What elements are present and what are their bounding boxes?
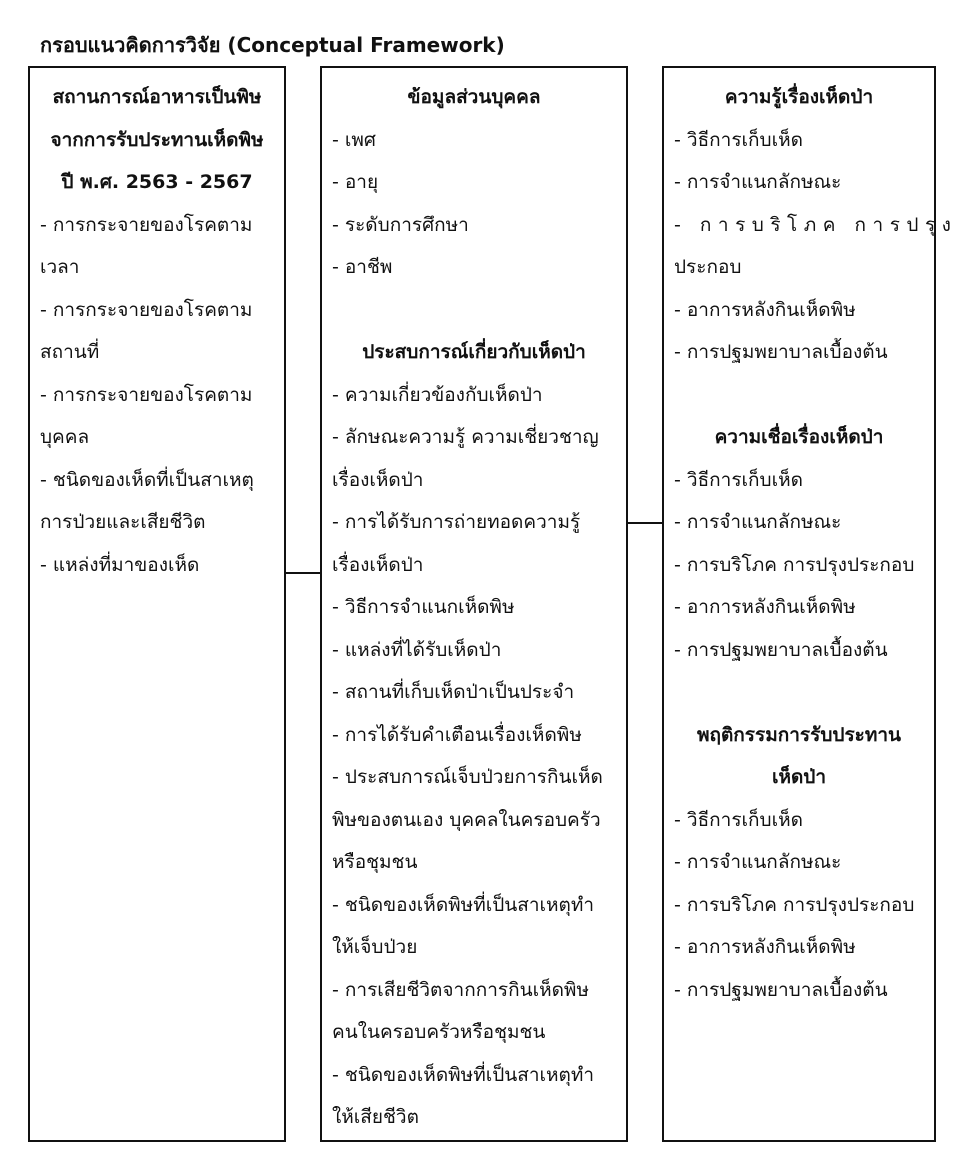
list-item: - การปฐมพยาบาลเบื้องต้น: [674, 341, 888, 363]
list-item: - การได้รับการถ่ายทอดความรู้: [332, 511, 581, 533]
list-item: - แหล่งที่ได้รับเห็ดป่า: [332, 638, 502, 661]
list-item: - สถานที่เก็บเห็ดป่าเป็นประจำ: [332, 681, 575, 703]
connector-line-left: [286, 572, 320, 574]
list-item: บุคคล: [40, 426, 90, 448]
box-heading: สถานการณ์อาหารเป็นพิษ: [52, 86, 262, 108]
list-item: - อาชีพ: [332, 256, 393, 278]
list-item: - การปฐมพยาบาลเบื้องต้น: [674, 638, 888, 661]
list-item: สถานที่: [40, 341, 100, 363]
list-item: - การจำแนกลักษณะ: [674, 511, 842, 533]
list-item: - วิธีการเก็บเห็ด: [674, 128, 803, 151]
list-item: - การได้รับคำเตือนเรื่องเห็ดพิษ: [332, 723, 582, 746]
list-item: - การกระจายของโรคตาม: [40, 213, 253, 236]
list-item: - ลักษณะความรู้ ความเชี่ยวชาญ: [332, 426, 599, 448]
list-item: - การบริโภค การปรุง: [674, 213, 958, 236]
section-heading-behavior: พฤติกรรมการรับประทาน: [696, 723, 902, 746]
box-heading: จากการรับประทานเห็ดพิษ: [50, 128, 264, 151]
list-item: - ชนิดของเห็ดพิษที่เป็นสาเหตุทำ: [332, 893, 595, 916]
list-item: - การบริโภค การปรุงประกอบ: [674, 553, 915, 576]
section-heading-personal-info: ข้อมูลส่วนบุคคล: [407, 86, 541, 108]
list-item: ให้เจ็บป่วย: [332, 936, 418, 958]
list-item: - วิธีการจำแนกเห็ดพิษ: [332, 596, 515, 618]
list-item: - วิธีการเก็บเห็ด: [674, 808, 803, 831]
page-title: กรอบแนวคิดการวิจัย (Conceptual Framework): [40, 33, 505, 57]
section-spacer: [674, 671, 924, 714]
list-item: - ชนิดของเห็ดพิษที่เป็นสาเหตุทำ: [332, 1063, 595, 1086]
list-item: - อายุ: [332, 171, 379, 193]
list-item: หรือชุมชน: [332, 851, 418, 873]
list-item: - ชนิดของเห็ดที่เป็นสาเหตุ: [40, 468, 254, 491]
section-spacer: [674, 374, 924, 417]
list-item: ให้เสียชีวิต: [332, 1106, 419, 1128]
section-heading-belief: ความเชื่อเรื่องเห็ดป่า: [714, 426, 884, 448]
list-item: - การบริโภค การปรุงประกอบ: [674, 893, 915, 916]
list-item: คนในครอบครัวหรือชุมชน: [332, 1021, 546, 1043]
list-item: - การกระจายของโรคตาม: [40, 298, 253, 321]
list-item: เวลา: [40, 256, 80, 278]
list-item: - การปฐมพยาบาลเบื้องต้น: [674, 978, 888, 1001]
list-item: - อาการหลังกินเห็ดพิษ: [674, 298, 856, 321]
box-personal-and-experience: [320, 66, 628, 1142]
list-item: - เพศ: [332, 128, 376, 151]
box-poisoning-situation: [28, 66, 286, 1142]
list-item: เรื่องเห็ดป่า: [332, 468, 424, 491]
list-item: พิษของตนเอง บุคคลในครอบครัว: [332, 808, 601, 831]
list-item: - การเสียชีวิตจากการกินเห็ดพิษ: [332, 978, 589, 1001]
list-item: - การจำแนกลักษณะ: [674, 171, 842, 193]
box-knowledge-belief-behavior: [662, 66, 958, 1142]
list-item: - อาการหลังกินเห็ดพิษ: [674, 596, 856, 618]
list-item: การป่วยและเสียชีวิต: [40, 511, 206, 533]
list-item: - ประสบการณ์เจ็บป่วยการกินเห็ด: [332, 766, 603, 788]
list-item: - ระดับการศึกษา: [332, 213, 469, 236]
section-heading-behavior: เห็ดป่า: [771, 766, 827, 788]
section-spacer: [332, 289, 616, 332]
box-heading: ปี พ.ศ. 2563 - 2567: [61, 171, 253, 193]
list-item: เรื่องเห็ดป่า: [332, 553, 424, 576]
list-item: - ความเกี่ยวข้องกับเห็ดป่า: [332, 383, 543, 406]
list-item: - อาการหลังกินเห็ดพิษ: [674, 936, 856, 958]
connector-line-right: [628, 522, 662, 524]
list-item: ประกอบ: [674, 256, 742, 278]
list-item: - แหล่งที่มาของเห็ด: [40, 553, 200, 576]
section-heading-knowledge: ความรู้เรื่องเห็ดป่า: [724, 86, 874, 108]
list-item: - วิธีการเก็บเห็ด: [674, 468, 803, 491]
section-heading-experience: ประสบการณ์เกี่ยวกับเห็ดป่า: [362, 341, 586, 363]
list-item: - การจำแนกลักษณะ: [674, 851, 842, 873]
list-item: - การกระจายของโรคตาม: [40, 383, 253, 406]
